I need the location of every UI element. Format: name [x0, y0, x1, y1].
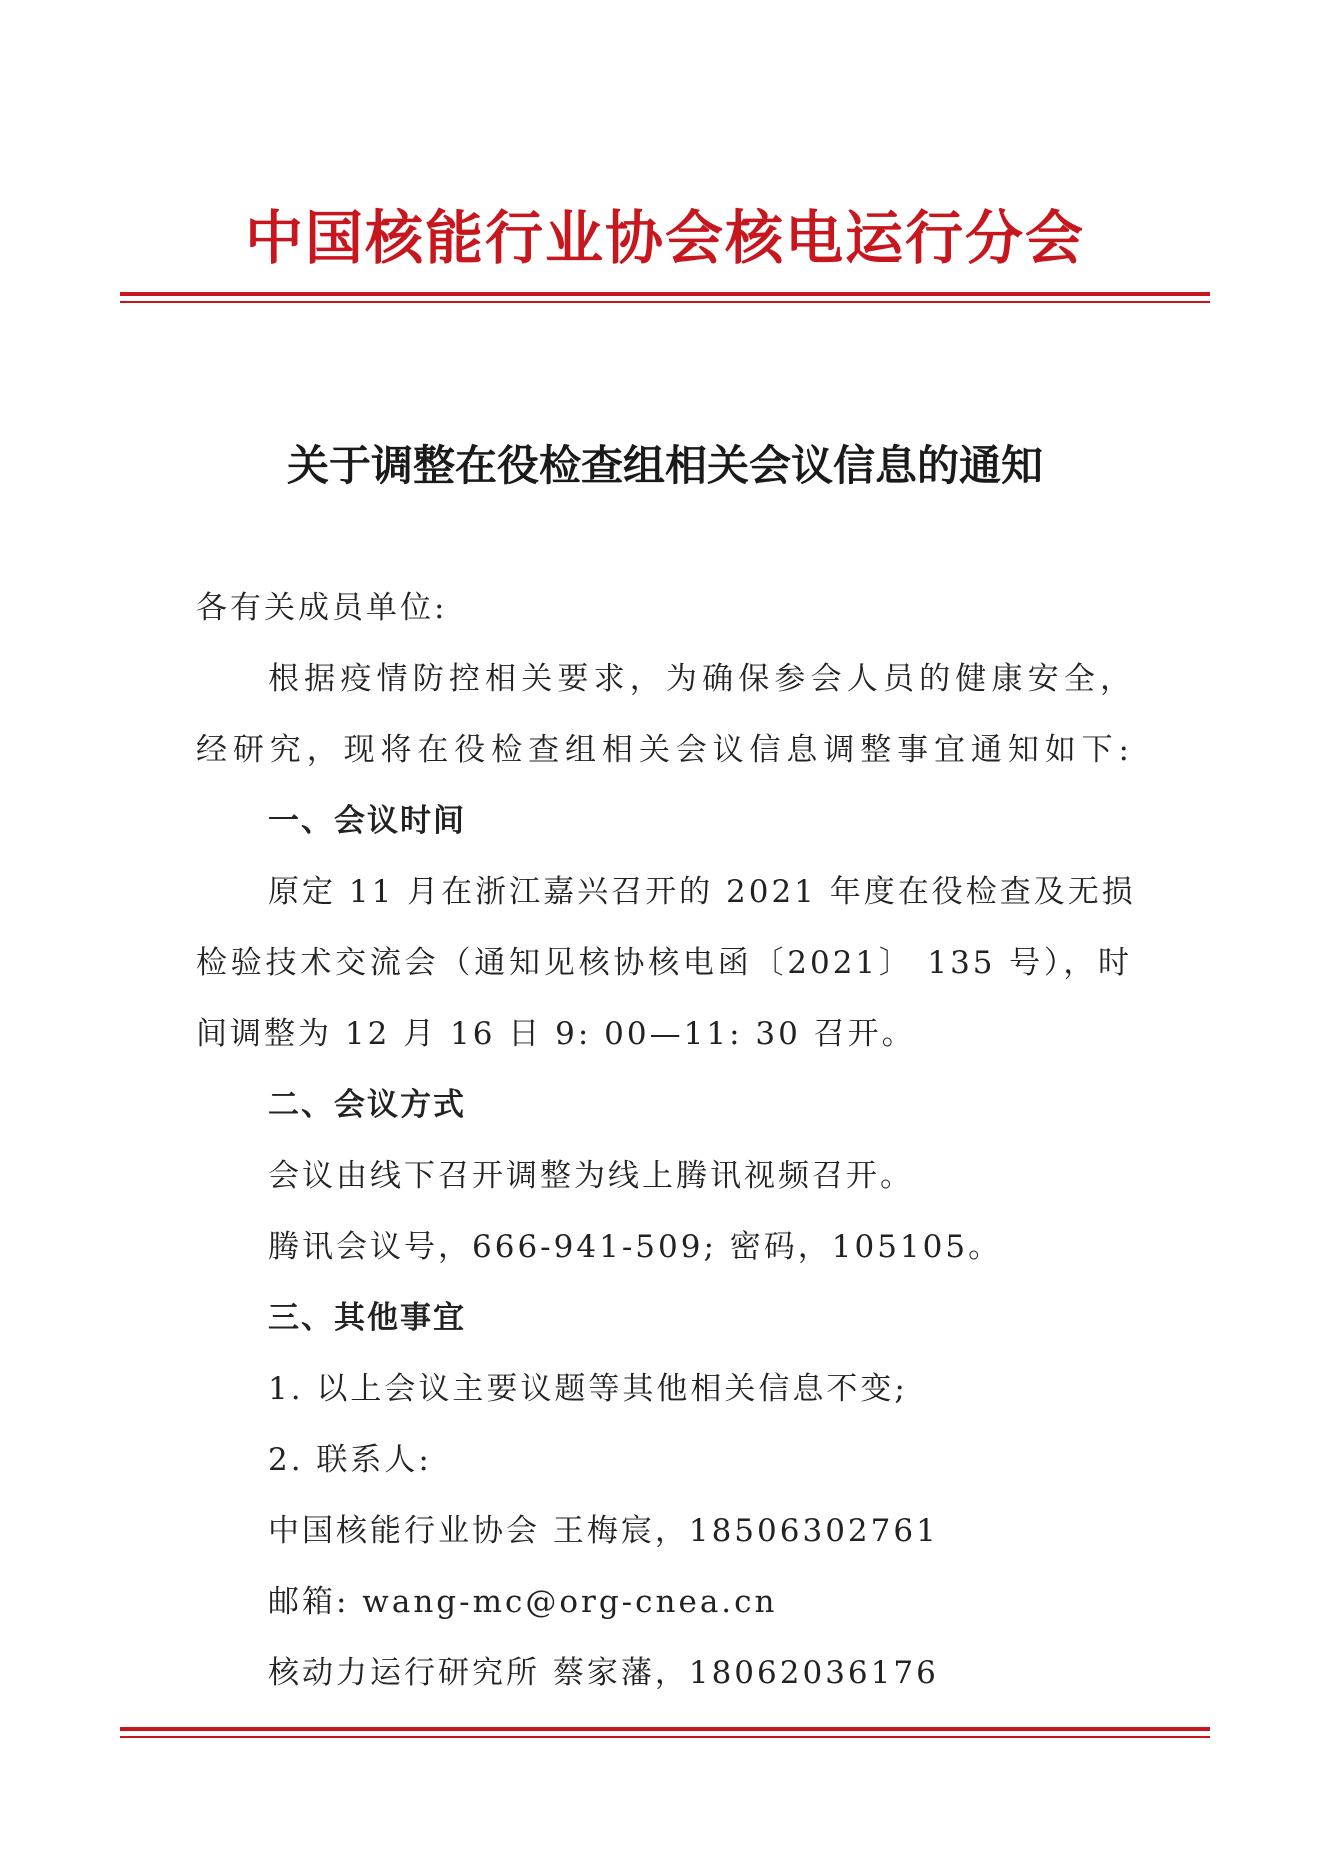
method-line-2: 腾讯会议号，666-941-509; 密码，105105。 — [268, 1229, 1003, 1265]
section-heading-method: 二、会议方式 — [268, 1087, 466, 1123]
footer-rule-thick — [120, 1727, 1210, 1731]
contact-email: 邮箱: wang-mc@org-cnea.cn — [268, 1584, 778, 1620]
other-line-2: 2. 联系人: — [268, 1442, 432, 1478]
header-rule-thick — [120, 292, 1210, 296]
other-line-1: 1. 以上会议主要议题等其他相关信息不变; — [268, 1371, 908, 1407]
document-title: 关于调整在役检查组相关会议信息的通知 — [286, 441, 1043, 490]
org-header: 中国核能行业协会核电运行分会 — [244, 204, 1085, 272]
contact-line-1: 中国核能行业协会 王梅宸，18506302761 — [268, 1513, 939, 1549]
intro-line-2: 经研究，现将在役检查组相关会议信息调整事宜通知如下: — [196, 732, 1132, 768]
section-heading-other: 三、其他事宜 — [268, 1300, 466, 1336]
section-heading-time: 一、会议时间 — [268, 803, 466, 839]
contact-line-2: 核动力运行研究所 蔡家藩，18062036176 — [268, 1655, 939, 1691]
time-line-1: 原定 11 月在浙江嘉兴召开的 2021 年度在役检查及无损 — [268, 874, 1136, 910]
time-line-3: 间调整为 12 月 16 日 9: 00—11: 30 召开。 — [196, 1016, 916, 1052]
header-rule-thin — [120, 301, 1210, 303]
footer-rule-thin — [120, 1736, 1210, 1738]
salutation: 各有关成员单位: — [196, 590, 448, 626]
time-line-2: 检验技术交流会（通知见核协核电函〔2021〕 135 号），时 — [196, 945, 1132, 981]
method-line-1: 会议由线下召开调整为线上腾讯视频召开。 — [268, 1158, 914, 1194]
intro-line-1: 根据疫情防控相关要求，为确保参会人员的健康安全， — [268, 661, 1134, 697]
